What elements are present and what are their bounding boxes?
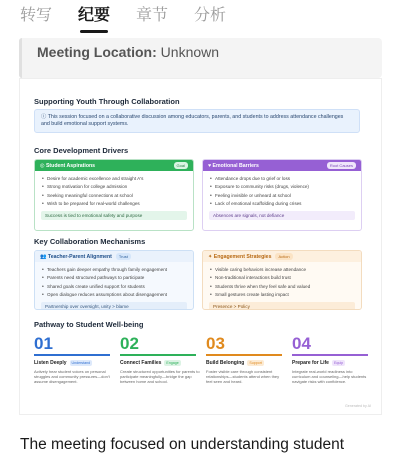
list-item: • Feeling invisible or unheard at school	[210, 192, 355, 200]
tab-analysis[interactable]: 分析	[194, 5, 227, 24]
step-divider	[292, 354, 368, 356]
step-description: Actively hear student voices on personal struggles and community pressures—don't assume disengagement.	[34, 369, 110, 385]
step-title: Prepare for Life	[292, 360, 329, 366]
drivers-heading: Core Development Drivers	[34, 146, 129, 155]
step-title: Build Belonging	[206, 360, 245, 366]
people-icon: 👥	[40, 253, 48, 260]
list-item: • Teachers gain deeper empathy through family engagement	[42, 266, 187, 274]
pathway-step	[34, 335, 114, 385]
infographic-summary	[34, 109, 360, 133]
teacher-parent-title: 👥 Teacher-Parent Alignment	[40, 253, 112, 260]
step-number: 01	[34, 334, 53, 353]
student-aspirations-title: ◎ Student Aspirations	[40, 162, 96, 169]
root-causes-tag: Root Causes	[327, 162, 356, 169]
infographic-title: Supporting Youth Through Collaboration	[34, 97, 180, 106]
trust-tag: Trust	[116, 253, 131, 260]
list-item: • Wish to be prepared for real-world challenges	[42, 200, 187, 208]
step-title: Connect Families	[120, 360, 162, 366]
meeting-location-label: Meeting Location:	[37, 44, 157, 60]
list-item: • Shared goals create unified support for students	[42, 283, 187, 291]
list-item: • Parents need structured pathways to participate	[42, 274, 187, 282]
pathway-step	[206, 335, 286, 385]
action-tag: Action	[275, 253, 292, 260]
step-description: Integrate real-world readiness into curriculum and counseling—help students navigate risks with confidence.	[292, 369, 367, 385]
list-item: • Strong motivation for college admission	[42, 183, 187, 191]
step-description: Create structured opportunities for parents to participate meaningfully—bridge the gap between home and school.	[120, 369, 200, 385]
step-divider	[120, 354, 196, 356]
info-icon: ⓘ	[41, 114, 48, 120]
list-item: • Lack of emotional scaffolding during crises	[210, 200, 355, 208]
summary-text: The meeting focused on understanding student	[20, 436, 345, 453]
list-item: • Students thrive when they feel safe and valued	[210, 283, 355, 291]
list-item: • Non-traditional interactions build trust	[210, 274, 355, 282]
step-description: Foster visible care through consistent relationships—students attend when they feel seen and heard.	[206, 369, 280, 385]
step-badge: Equip	[333, 361, 344, 365]
mechanisms-heading: Key Collaboration Mechanisms	[34, 237, 146, 246]
panel-note: Absences are signals, not defiance	[209, 211, 355, 220]
step-divider	[206, 354, 282, 356]
tab-transcript[interactable]: 转写	[20, 5, 53, 24]
panel-note: Partnership over oversight, unity > blame	[41, 302, 187, 310]
student-aspirations-panel	[34, 159, 194, 231]
list-item: • Visible caring behaviors increase attendance	[210, 266, 355, 274]
target-icon: ◎	[40, 162, 46, 169]
meeting-location-value: Unknown	[160, 44, 220, 60]
meeting-location-card	[19, 38, 382, 78]
pathway-step	[120, 335, 200, 385]
emotional-barriers-title: ♥ Emotional Barriers	[208, 162, 259, 169]
engagement-strategies-panel	[202, 250, 362, 310]
step-badge: Engage	[166, 361, 179, 365]
step-badge: Understand	[71, 361, 91, 365]
tab-bar	[0, 0, 400, 36]
tab-summary[interactable]: 纪要	[78, 0, 110, 34]
step-badge: Support	[249, 361, 262, 365]
meeting-location	[37, 44, 219, 60]
list-item: • Attendance drops due to grief or loss	[210, 175, 355, 183]
lightbulb-icon: ✦	[208, 253, 214, 260]
infographic-summary-text: This session focused on a collaborative discussion among educators, parents, and students to address attendance challenges and build emotional support systems.	[41, 114, 344, 127]
list-item: • Small gestures create lasting impact	[210, 291, 355, 299]
pathway-step	[292, 335, 372, 385]
step-number: 02	[120, 334, 139, 353]
engagement-strategies-title: ✦ Engagement Strategies	[208, 253, 272, 260]
list-item: • Seeking meaningful connections at school	[42, 192, 187, 200]
goal-tag: Goal	[174, 162, 188, 169]
emotional-barriers-panel	[202, 159, 362, 231]
list-item: • Exposure to community risks (drugs, violence)	[210, 183, 355, 191]
step-number: 04	[292, 334, 311, 353]
step-title: Listen Deeply	[34, 360, 67, 366]
pathway-heading: Pathway to Student Well-being	[34, 320, 144, 329]
step-divider	[34, 354, 110, 356]
panel-note: Success is tied to emotional safety and purpose	[41, 211, 187, 220]
watermark: Generated by AI	[345, 404, 371, 408]
summary-infographic[interactable]	[19, 78, 382, 415]
tab-chapters[interactable]: 章节	[136, 5, 169, 24]
list-item: • Desire for academic excellence and straight A's	[42, 175, 187, 183]
list-item: • Open dialogue reduces assumptions about disengagement	[42, 291, 187, 299]
panel-note: Presence > Policy	[209, 302, 355, 310]
heart-icon: ♥	[208, 162, 213, 169]
step-number: 03	[206, 334, 225, 353]
teacher-parent-panel	[34, 250, 194, 310]
